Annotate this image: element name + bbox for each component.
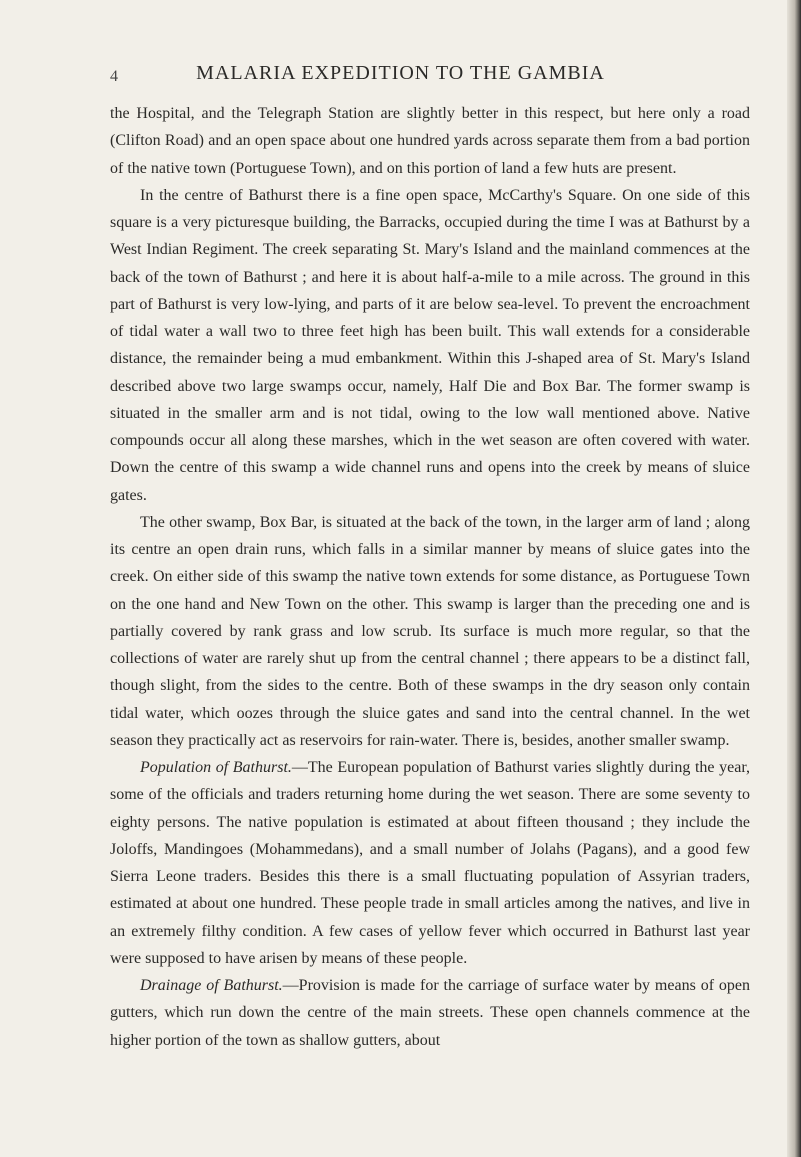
paragraph-5 <box>110 972 750 1054</box>
paragraph-4-text: —The European population of Bathurst varies slightly during the year, some of the officials and traders returning home during the wet season. There are some seventy to eighty persons. The native population is estimated at about fifteen thousand ; they include the Joloffs, Mandingoes (Mohammedans), and a small number of Jolahs (Pagans), and a good few Sierra Leone traders. Besides this there is a small fluctuating population of Assyrian traders, estimated at about one hundred. These people trade in small articles among the natives, and live in an extremely filthy condition. A few cases of yellow fever which occurred in Bathurst last year were supposed to have arisen by means of these people. <box>110 759 751 967</box>
running-title: MALARIA EXPEDITION TO THE GAMBIA <box>196 62 605 84</box>
body-text <box>110 100 750 1054</box>
paragraph-2 <box>110 182 750 509</box>
section-heading-population: Population of Bathurst. <box>140 759 292 776</box>
paragraph-3-text: The other swamp, Box Bar, is situated at the back of the town, in the larger arm of land ; along its centre an open drain runs, which falls in a similar manner by means of sluice gates into the creek. On either side of this swamp the native town extends for some distance, as Portuguese Town on the one hand and New Town on the other. This swamp is larger than the preceding one and is partially covered by rank grass and low scrub. Its surface is much more regular, so that the collections of water are rarely shut up from the central channel ; there appears to be a distinct fall, though slight, from the sides to the centre. Both of these swamps in the dry season only contain tidal water, which oozes through the sluice gates and sand into the central channel. In the wet season they practically act as reservoirs for rain-water. There is, besides, another smaller swamp. <box>110 513 750 749</box>
paragraph-1 <box>110 100 750 182</box>
section-heading-drainage: Drainage of Bathurst. <box>140 977 283 994</box>
page-edge-shadow <box>787 0 801 1157</box>
paragraph-4 <box>110 754 750 972</box>
paragraph-5-text: —Provision is made for the carriage of surface water by means of open gutters, which run down the centre of the main streets. These open channels commence at the higher portion of the town as shallow gutters, about <box>110 977 751 1049</box>
paragraph-1-text: the Hospital, and the Telegraph Station are slightly better in this respect, but here only a road (Clifton Road) and an open space about one hundred yards across separate them from a bad portion of the native town (Portuguese Town), and on this portion of land a few huts are present. <box>110 105 750 177</box>
paragraph-3 <box>110 509 750 754</box>
page-number: 4 <box>110 68 118 85</box>
paragraph-2-text: In the centre of Bathurst there is a fine open space, McCarthy's Square. On one side of this square is a very picturesque building, the Barracks, occupied during the time I was at Bathurst by a West Indian Regiment. The creek separating St. Mary's Island and the mainland commences at the back of the town of Bathurst ; and here it is about half-a-mile to a mile across. The ground in this part of Bathurst is very low-lying, and parts of it are below sea-level. To prevent the encroachment of tidal water a wall two to three feet high has been built. This wall extends for a considerable distance, the remainder being a mud embankment. Within this J-shaped area of St. Mary's Island described above two large swamps occur, namely, Half Die and Box Bar. The former swamp is situated in the smaller arm and is not tidal, owing to the low wall mentioned above. Native compounds occur all along these marshes, which in the wet season are often covered with water. Down the centre of this swamp a wide channel runs and opens into the creek by means of sluice gates. <box>110 186 750 504</box>
